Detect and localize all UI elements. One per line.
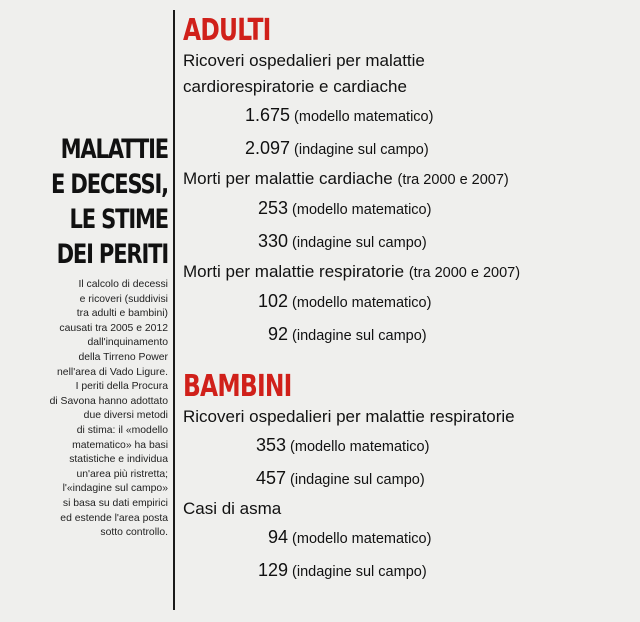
category-casi-asma — [183, 496, 633, 522]
intro-line: di Savona hanno adottato — [49, 395, 168, 407]
intro-line: sotto controllo. — [100, 527, 168, 539]
category-label: Ricoveri ospedalieri per malattie — [183, 51, 425, 70]
stat-value: 102 — [258, 291, 289, 311]
intro-text — [0, 278, 168, 541]
stat-row-modello — [183, 286, 633, 319]
category-label: Ricoveri ospedalieri per malattie respiratorie — [183, 407, 515, 426]
category-period: (tra 2000 e 2007) — [408, 265, 521, 281]
intro-line: si basa su dati empirici — [62, 497, 168, 509]
stat-method: (indagine sul campo) — [292, 564, 427, 580]
stat-method: (modello matematico) — [292, 202, 432, 218]
stat-row-indagine — [183, 555, 633, 588]
stat-value: 330 — [258, 231, 289, 251]
category-ricoveri-bambini — [183, 404, 633, 430]
stat-value: 1.675 — [245, 105, 291, 125]
intro-line: un'area più ristretta; — [76, 468, 168, 480]
stat-method: (indagine sul campo) — [290, 472, 425, 488]
stat-method: (modello matematico) — [294, 109, 434, 125]
stat-row-indagine — [183, 133, 633, 166]
stat-method: (modello matematico) — [292, 531, 432, 547]
intro-line: due diversi metodi — [83, 410, 168, 422]
stat-row-indagine — [183, 226, 633, 259]
section-title-bambini: BAMBINI — [183, 369, 292, 404]
stat-value: 253 — [258, 198, 289, 218]
headline-line: DEI PERITI — [56, 239, 169, 270]
stat-method: (indagine sul campo) — [294, 142, 429, 158]
category-morti-cardiache — [183, 166, 633, 193]
category-label: Casi di asma — [183, 499, 282, 518]
stat-row-modello — [183, 193, 633, 226]
column-divider — [173, 10, 175, 610]
intro-line: della Tirreno Power — [78, 351, 168, 363]
right-column — [183, 14, 633, 588]
section-title-adulti: ADULTI — [183, 13, 271, 48]
category-morti-respiratorie — [183, 259, 633, 286]
stat-value: 2.097 — [245, 138, 291, 158]
stat-method: (modello matematico) — [292, 295, 432, 311]
stat-value: 129 — [258, 560, 289, 580]
intro-line: nell'area di Vado Ligure. — [57, 366, 168, 378]
intro-line: e ricoveri (suddivisi — [79, 293, 168, 305]
intro-line: dall'inquinamento — [87, 337, 168, 349]
headline-line: LE STIME — [69, 204, 168, 235]
stat-row-modello — [183, 522, 633, 555]
category-label: Morti per malattie respiratorie — [183, 262, 405, 281]
category-label: Morti per malattie cardiache — [183, 169, 393, 188]
stat-value: 92 — [268, 324, 289, 344]
category-period: (tra 2000 e 2007) — [397, 172, 509, 188]
stat-value: 457 — [256, 468, 287, 488]
intro-line: l'«indagine sul campo» — [62, 483, 168, 495]
stat-method: (indagine sul campo) — [292, 328, 427, 344]
category-label: cardiorespiratorie e cardiache — [183, 77, 407, 96]
stat-method: (indagine sul campo) — [292, 235, 427, 251]
headline-line: MALATTIE — [60, 134, 168, 165]
section-gap — [183, 352, 633, 370]
category-ricoveri-adulti — [183, 48, 633, 100]
stat-value: 94 — [268, 527, 289, 547]
stat-method: (modello matematico) — [290, 439, 430, 455]
intro-line: tra adulti e bambini) — [76, 308, 168, 320]
stat-row-modello — [183, 100, 633, 133]
intro-line: Il calcolo di decessi — [78, 279, 168, 290]
intro-line: matematico» ha basi — [72, 439, 168, 451]
intro-line: di stima: il «modello — [76, 424, 168, 436]
left-column — [0, 132, 168, 541]
stat-row-indagine — [183, 319, 633, 352]
intro-line: ed estende l'area posta — [60, 512, 168, 524]
stat-value: 353 — [256, 435, 287, 455]
stat-row-modello — [183, 430, 633, 463]
stat-row-indagine — [183, 463, 633, 496]
intro-line: statistiche e individua — [69, 454, 168, 466]
headline-line: E DECESSI, — [51, 169, 168, 200]
intro-line: I periti della Procura — [75, 381, 168, 393]
headline — [35, 132, 168, 272]
intro-line: causati tra 2005 e 2012 — [59, 322, 168, 334]
